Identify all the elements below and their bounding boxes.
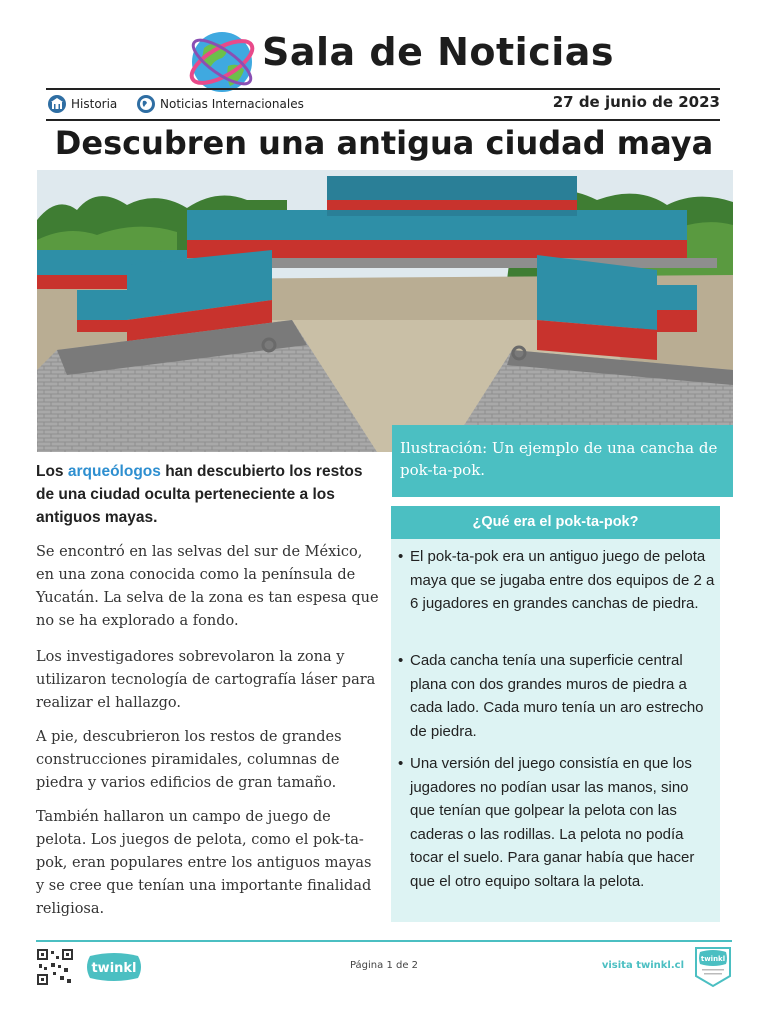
bullet-text: Cada cancha tenía una superficie central plana con dos grandes muros de piedra a cada lado. Cada muro tenía un aro estrecho de piedra.	[410, 652, 704, 740]
category-label: Historia	[71, 97, 118, 111]
bullet-mark: •	[398, 652, 404, 669]
body-paragraph: A pie, descubrieron los restos de grandes construcciones piramidales, columnas de piedra y varios edificios de gran tamaño.	[36, 729, 342, 791]
article-date: 27 de junio de 2023	[552, 93, 720, 111]
category-noticias-internacionales[interactable]	[137, 95, 304, 113]
footer-rule	[36, 940, 732, 942]
info-bullet	[398, 545, 716, 616]
lead-paragraph	[36, 460, 376, 529]
info-box-title: ¿Qué era el pok-ta-pok?	[391, 506, 720, 539]
body-paragraph: Los investigadores sobrevolaron la zona y utilizaron tecnología de cartografía láser para realizar el hallazgo.	[36, 649, 376, 711]
visit-link[interactable]: visita twinkl.cl	[601, 960, 684, 971]
category-historia[interactable]	[48, 95, 117, 113]
lead-suffix: han descubierto los restos de una ciudad oculta perteneciente a los antiguos mayas.	[36, 463, 363, 526]
maya-ballcourt-illustration	[37, 170, 733, 452]
body-paragraph: Se encontró en las selvas del sur de México, en una zona conocida como la península de Yucatán. La selva de la zona es tan espesa que no se ha explorado a fondo.	[36, 544, 379, 629]
header-rule-bottom	[46, 119, 720, 121]
globe-icon	[137, 95, 155, 113]
bullet-mark: •	[398, 755, 404, 772]
info-bullet	[398, 649, 716, 743]
quality-approved-badge	[692, 944, 734, 988]
headline: Descubren una antigua ciudad maya	[54, 124, 714, 162]
bullet-mark: •	[398, 548, 404, 565]
badge-text: twinkl	[700, 955, 726, 963]
bullet-text: Una versión del juego consistía en que los jugadores no podían usar las manos, sino que tenían que golpear la pelota con las caderas o las rodillas. La pelota no podía tocar el suelo. Para ganar había que hacer que el otro equipo soltara la pelota.	[410, 755, 695, 890]
lead-prefix: Los	[36, 463, 68, 480]
building-icon	[48, 95, 66, 113]
image-caption: Ilustración: Un ejemplo de una cancha de pok-ta-pok.	[392, 425, 733, 497]
site-title: Sala de Noticias	[262, 30, 615, 74]
info-bullet	[398, 752, 716, 893]
bullet-text: El pok-ta-pok era un antiguo juego de pelota maya que se jugaba entre dos equipos de 2 a 6 jugadores en grandes canchas de piedra.	[410, 548, 715, 612]
category-label: Noticias Internacionales	[160, 97, 304, 111]
body-paragraph: También hallaron un campo de juego de pelota. Los juegos de pelota, como el pok-ta-pok, eran populares entre los antiguos mayas y se cree que tenían una importante finalidad religiosa.	[36, 809, 372, 917]
logo-text: twinkl	[91, 961, 137, 976]
page-number: Página 1 de 2	[349, 960, 419, 971]
glossary-link-arqueologos[interactable]: arqueólogos	[67, 463, 161, 480]
header-rule-top	[46, 88, 720, 90]
